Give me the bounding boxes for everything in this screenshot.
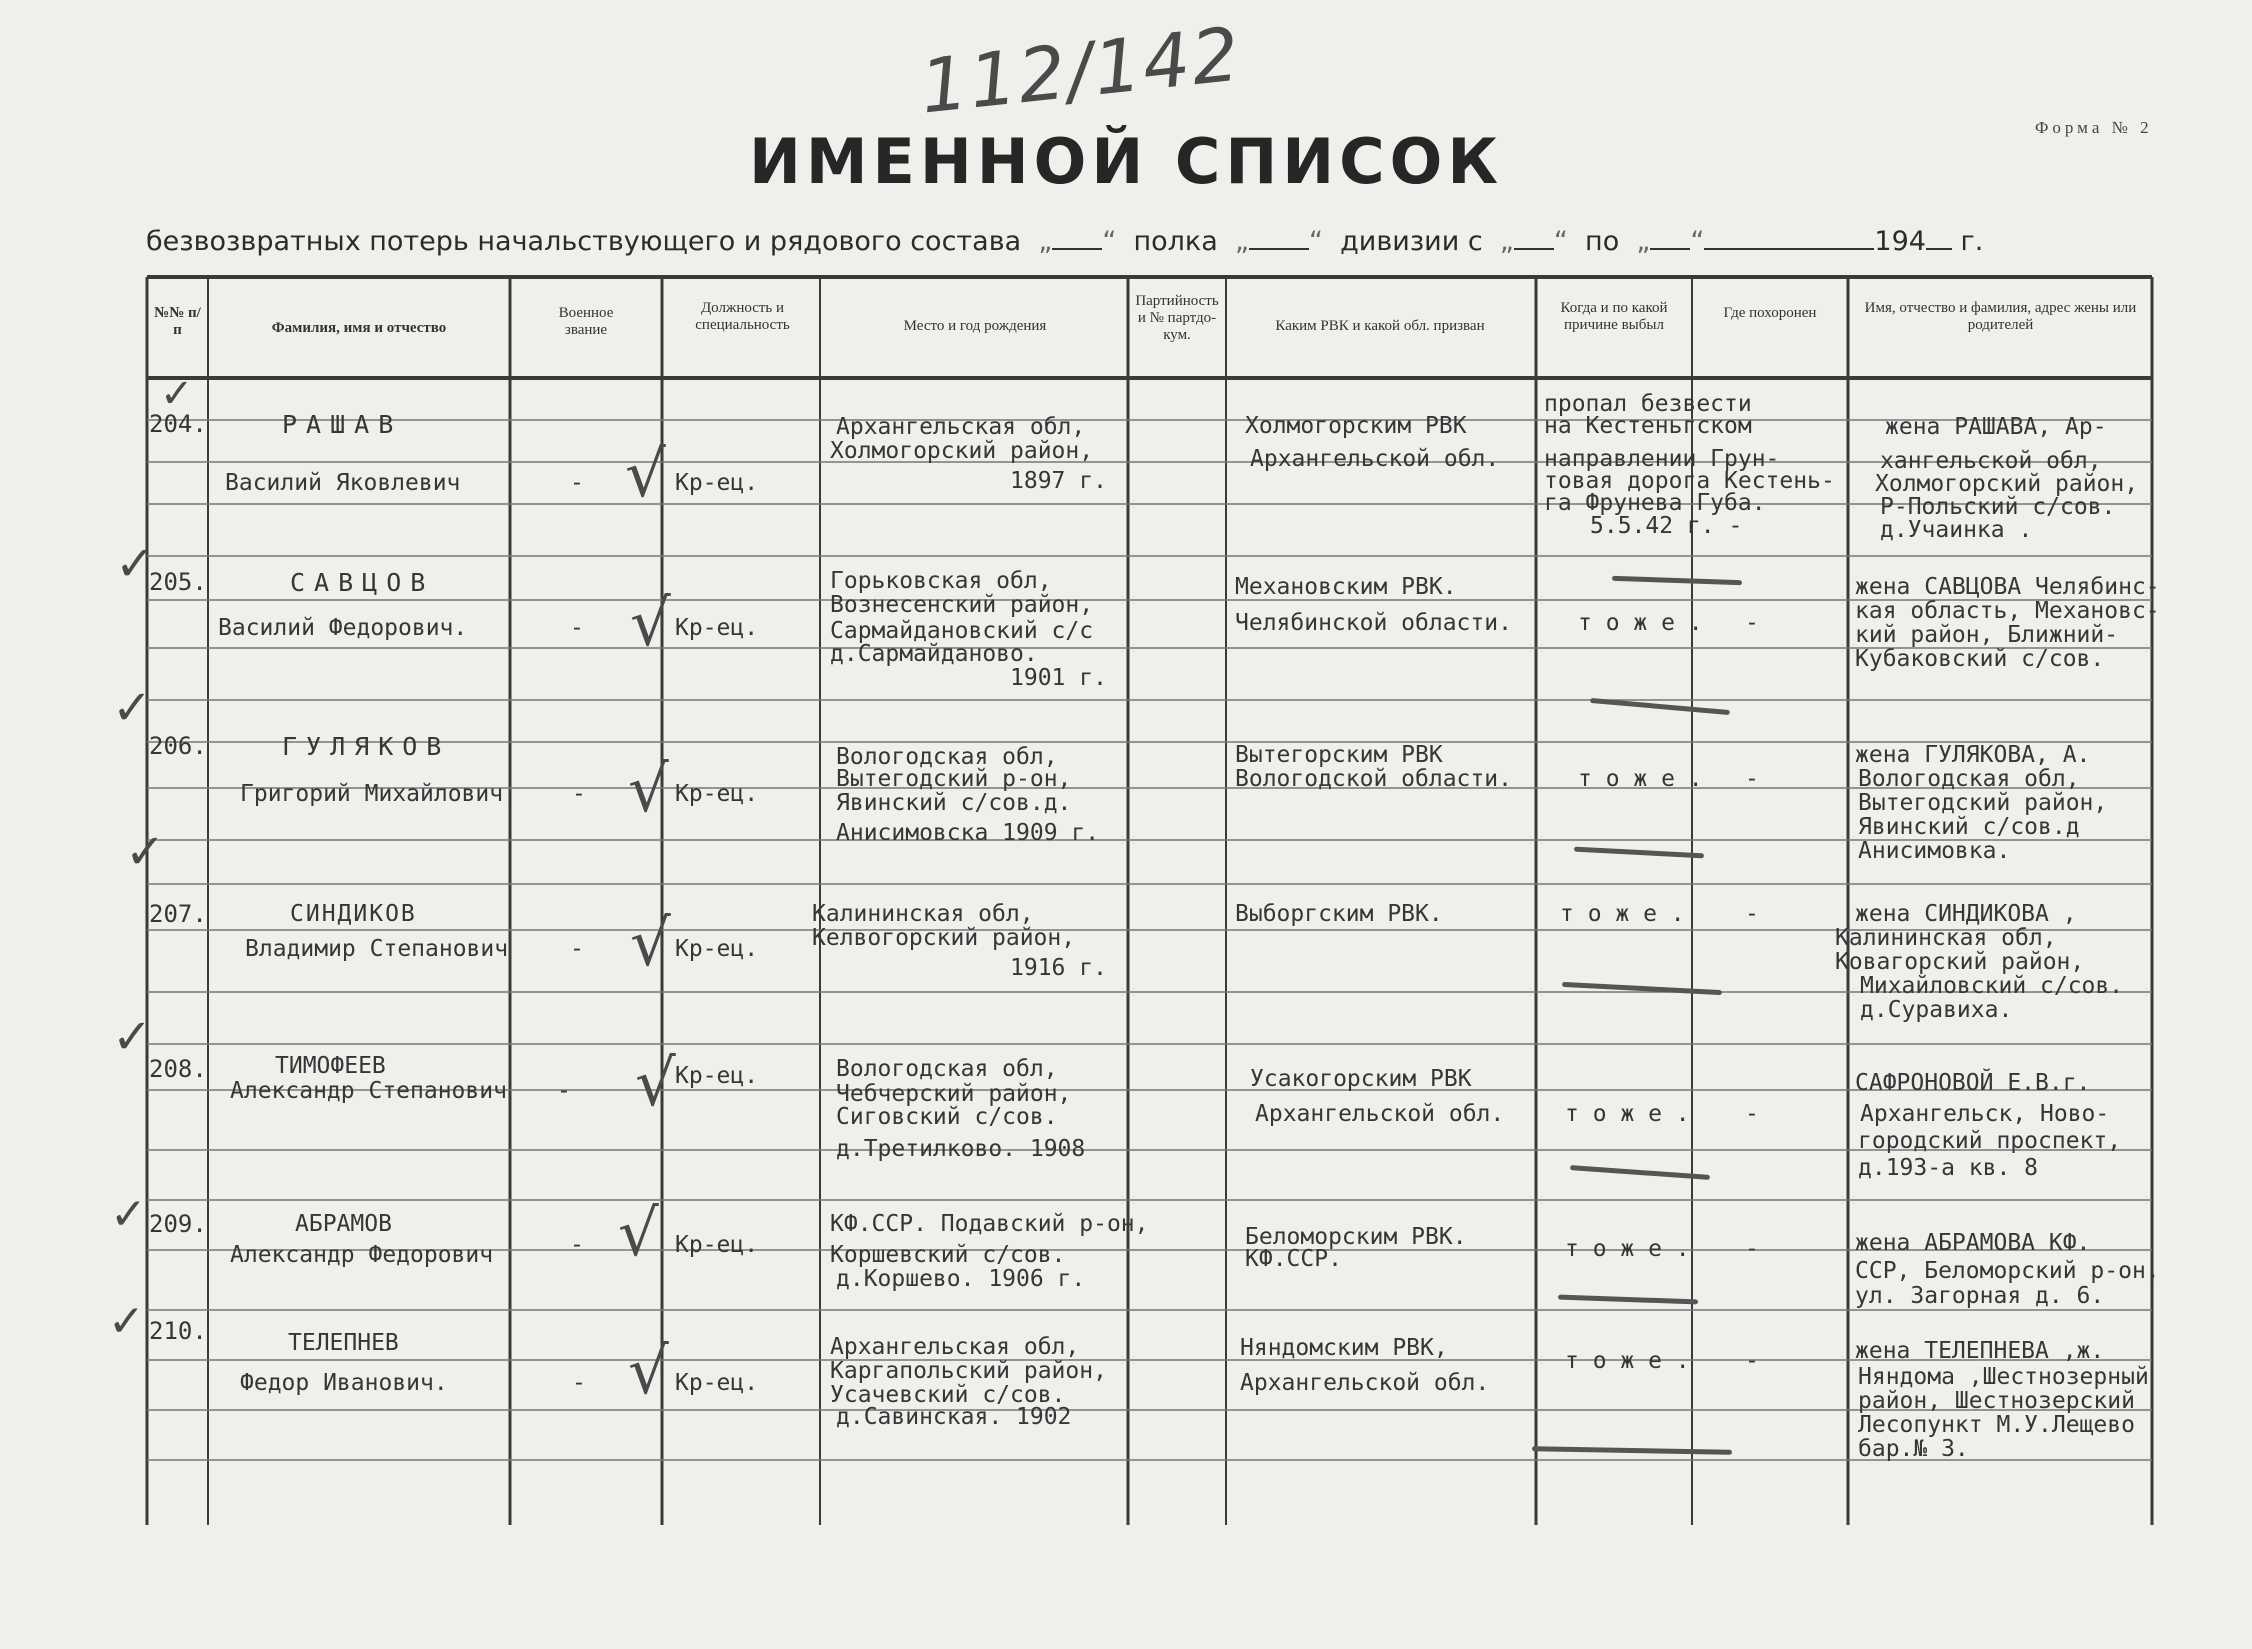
birth-line-4: д.Сармайданово. (830, 641, 1038, 667)
handwritten-file-number: 112/142 (916, 11, 1246, 131)
subtitle-text-d: по (1585, 226, 1620, 257)
birth-line-2: Келвогорский район, (812, 925, 1076, 951)
rank: - (572, 781, 586, 807)
subtitle-text-c: дивизии с (1340, 226, 1483, 257)
checkmark-icon: ✓ (112, 1009, 153, 1065)
rvk-line-2: КФ.ССР. (1245, 1246, 1342, 1272)
when-line-1: т о ж е . (1565, 1101, 1690, 1127)
birth-line-1: Архангельская обл, (836, 414, 1086, 440)
relatives-line-4: Р-Польский с/сов. (1880, 494, 2116, 520)
relatives-line-3: городский проспект, (1858, 1128, 2122, 1154)
pen-stroke (1574, 847, 1704, 859)
pen-stroke (1612, 576, 1742, 586)
checkmark-icon: ✓ (115, 536, 156, 592)
surname: ТЕЛЕПНЕВ (288, 1330, 399, 1356)
relatives-line-5: д.Учаинка . (1880, 517, 2033, 543)
birth-line-1: Архангельская обл, (830, 1334, 1080, 1360)
given-names: Василий Яковлевич (225, 470, 461, 496)
row-number: 209. (149, 1210, 207, 1238)
rank: - (570, 615, 584, 641)
relatives-line-4: Кубаковский с/сов. (1855, 646, 2105, 672)
subtitle-text-b: полка (1133, 226, 1218, 257)
position: Кр-ец. (675, 781, 759, 807)
pen-stroke (1590, 698, 1730, 715)
subtitle-text-g: г. (1960, 226, 1984, 257)
relatives-line-4: д.193-а кв. 8 (1858, 1155, 2039, 1181)
when-line-1: т о ж е . (1565, 1348, 1690, 1374)
relatives-line-2: хангельской обл, (1880, 448, 2102, 474)
buried: - (1745, 901, 1759, 927)
document-title: ИМЕННОЙ СПИСОК (748, 125, 1504, 198)
relatives-line-1: САФРОНОВОЙ Е.В.г. (1855, 1070, 2091, 1096)
rank: - (570, 936, 584, 962)
checkmark-icon: √ (635, 1047, 676, 1121)
birth-line-3: 1897 г. (1010, 468, 1107, 494)
given-names: Александр Федорович (230, 1242, 494, 1268)
relatives-line-3: Вытегодский район, (1858, 790, 2108, 816)
checkmark-icon: √ (628, 753, 669, 827)
form-number: Форма № 2 (2035, 118, 2153, 137)
rvk-line-2: Архангельской обл. (1250, 446, 1500, 472)
surname: ТИМОФЕЕВ (275, 1053, 386, 1079)
surname: АБРАМОВ (295, 1211, 392, 1237)
given-names: Григорий Михайлович. (240, 781, 517, 807)
position: Кр-ец. (675, 1232, 759, 1258)
row-number: 208. (149, 1055, 207, 1083)
relatives-line-3: район, Шестнозерский (1858, 1388, 2135, 1414)
birth-line-1: КФ.ССР. Подавский р-он, (830, 1211, 1149, 1237)
pen-stroke (1532, 1446, 1732, 1454)
rank: - (570, 470, 584, 496)
given-names: Федор Иванович. (240, 1370, 448, 1396)
birth-line-2: Вознесенский район, (830, 592, 1094, 618)
relatives-line-4: Лесопункт М.У.Лещево (1858, 1412, 2135, 1438)
birth-line-2: Вытегодский р-он, (836, 766, 1072, 792)
rvk-line-1: Вытегорским РВК (1235, 742, 1443, 768)
header-party: Партийность и № партдо- кум. (1135, 293, 1219, 343)
when-line-5: га Фрунева Губа. (1544, 490, 1766, 516)
when-line-1: т о ж е . (1578, 766, 1703, 792)
birth-line-4: д.Третилково. 1908 (836, 1136, 1086, 1162)
row-number: 206. (149, 732, 207, 760)
birth-line-3: Сармайдановский с/с (830, 618, 1094, 644)
row-number: 210. (149, 1317, 207, 1345)
when-line-3: направлении Грун- (1544, 446, 1780, 472)
relatives-line-2: Архангельск, Ново- (1860, 1101, 2110, 1127)
header-name: Фамилия, имя и отчество (271, 320, 447, 336)
checkmark-icon: √ (630, 587, 671, 661)
header-position: Должность и специальность (695, 300, 790, 333)
birth-line-3: Сиговский с/сов. (836, 1104, 1058, 1130)
relatives-line-5: бар.№ 3. (1858, 1436, 1969, 1462)
relatives-line-1: жена ГУЛЯКОВА, А. (1855, 742, 2091, 768)
birth-line-1: Вологодская обл, (836, 1056, 1058, 1082)
relatives-line-1: жена АБРАМОВА КФ. (1855, 1230, 2091, 1256)
birth-line-5: 1901 г. (1010, 665, 1107, 691)
relatives-line-2: кая область, Механовс- (1855, 598, 2160, 624)
birth-line-3: д.Коршево. 1906 г. (836, 1266, 1086, 1292)
checkmark-icon: ✓ (108, 1296, 145, 1347)
given-names: Василий Федорович. (218, 615, 468, 641)
birth-line-2: Холмогорский район, (830, 438, 1094, 464)
checkmark-icon: ✓ (112, 680, 153, 736)
checkmark-icon: √ (618, 1197, 659, 1271)
buried: - (1745, 1236, 1759, 1262)
surname: РАШАВ (282, 410, 403, 439)
rvk-line-1: Беломорским РВК. (1245, 1224, 1467, 1250)
birth-line-2: Коршевский с/сов. (830, 1242, 1066, 1268)
relatives-line-4: Явинский с/сов.д (1858, 814, 2080, 840)
position: Кр-ец. (675, 1370, 759, 1396)
birth-line-2: Чебчерский район, (836, 1081, 1072, 1107)
document-subtitle: безвозвратных потерь начальствующего и рядового состава „ “ полка „ “ дивизии с „ “ по „ “ 194 г. (146, 226, 1984, 257)
relatives-line-2: ССР, Беломорский р-он, (1855, 1258, 2160, 1284)
position: Кр-ец. (675, 470, 759, 496)
checkmark-icon: √ (625, 438, 666, 512)
buried: - (1745, 610, 1759, 636)
relatives-line-2: Калининская обл, (1835, 925, 2057, 951)
rank: - (572, 1370, 586, 1396)
relatives-line-3: Холмогорский район, (1875, 471, 2139, 497)
rvk-line-1: Няндомским РВК, (1240, 1335, 1448, 1361)
rank: - (557, 1078, 571, 1104)
birth-line-3: Усачевский с/сов. (830, 1382, 1066, 1408)
relatives-line-1: жена ТЕЛЕПНЕВА ,ж. (1855, 1338, 2105, 1364)
subtitle-text-a: безвозвратных потерь начальствующего и рядового состава (146, 226, 1022, 257)
row-number: 205. (149, 568, 207, 596)
relatives-line-1: жена РАШАВА, Ар- (1885, 414, 2107, 440)
checkmark-icon: √ (628, 1335, 669, 1409)
header-when: Когда и по какой причине выбыл (1560, 300, 1668, 333)
rvk-line-2: Вологодской области. (1235, 766, 1512, 792)
surname: ГУЛЯКОВ (282, 732, 451, 761)
surname: САВЦОВ (290, 568, 435, 597)
rvk-line-1: Холмогорским РВК (1245, 413, 1467, 439)
when-line-2: на Кестеньгском (1544, 413, 1752, 439)
relatives-line-3: Ковагорский район, (1835, 949, 2085, 975)
relatives-line-5: Анисимовка. (1858, 838, 2011, 864)
relatives-line-1: жена САВЦОВА Челябинс- (1855, 574, 2160, 600)
row-number: 204. (149, 410, 207, 438)
relatives-line-2: Вологодская обл, (1858, 766, 2080, 792)
checkmark-icon: ✓ (125, 824, 166, 880)
checkmark-icon: √ (630, 907, 671, 981)
birth-line-4: д.Савинская. 1902 (836, 1404, 1072, 1430)
birth-line-4: Анисимовска 1909 г. (836, 820, 1100, 846)
pen-stroke (1562, 982, 1722, 995)
birth-line-1: Калининская обл, (812, 901, 1034, 927)
rvk-line-1: Выборгским РВК. (1235, 901, 1443, 927)
when-line-1: т о ж е . (1578, 610, 1703, 636)
pen-stroke (1570, 1165, 1710, 1180)
rvk-line-2: Архангельской обл. (1255, 1101, 1505, 1127)
when-line-6: 5.5.42 г. - (1590, 513, 1743, 539)
header-relatives: Имя, отчество и фамилия, адрес жены или родителей (1864, 300, 2137, 333)
header-num: №№ п/п (154, 305, 201, 338)
subtitle-year: 194 (1874, 226, 1926, 257)
birth-line-3: 1916 г. (1010, 955, 1107, 981)
relatives-line-2: Няндома ,Шестнозерный (1858, 1364, 2149, 1390)
position: Кр-ец. (675, 936, 759, 962)
rvk-line-2: Архангельской обл. (1240, 1370, 1490, 1396)
position: Кр-ец. (675, 1063, 759, 1089)
rvk-line-1: Усакогорским РВК (1250, 1066, 1472, 1092)
buried: - (1745, 1101, 1759, 1127)
pen-stroke (1558, 1295, 1698, 1305)
given-names: Александр Степанович (230, 1078, 507, 1104)
rvk-line-1: Механовским РВК. (1235, 574, 1457, 600)
given-names: Владимир Степанович (245, 936, 509, 962)
buried: - (1745, 766, 1759, 792)
row-number: 207. (149, 900, 207, 928)
header-buried: Где похоронен (1723, 305, 1817, 321)
when-line-4: товая дорога Кестень- (1544, 468, 1835, 494)
relatives-line-3: кий район, Ближний- (1855, 622, 2119, 648)
when-line-1: т о ж е . (1560, 901, 1685, 927)
relatives-line-5: д.Суравиха. (1860, 997, 2013, 1023)
birth-line-3: Явинский с/сов.д. (836, 790, 1072, 816)
surname: СИНДИКОВ (290, 901, 417, 927)
header-birth: Место и год рождения (903, 318, 1047, 334)
when-line-1: пропал безвести (1544, 391, 1752, 417)
header-rvk: Каким РВК и какой обл. призван (1275, 318, 1485, 334)
header-rank: Военное звание (558, 305, 614, 338)
birth-line-2: Каргапольский район, (830, 1358, 1107, 1384)
buried: - (1745, 1348, 1759, 1374)
when-line-1: т о ж е . (1565, 1236, 1690, 1262)
rvk-line-2: Челябинской области. (1235, 610, 1512, 636)
position: Кр-ец. (675, 615, 759, 641)
rank: - (570, 1232, 584, 1258)
checkmark-icon: ✓ (160, 371, 194, 417)
relatives-line-4: Михайловский с/сов. (1860, 973, 2124, 999)
relatives-line-3: ул. Загорная д. 6. (1855, 1283, 2105, 1309)
birth-line-1: Вологодская обл, (836, 744, 1058, 770)
relatives-line-1: жена СИНДИКОВА , (1855, 901, 2077, 927)
checkmark-icon: ✓ (110, 1189, 147, 1240)
birth-line-1: Горьковская обл, (830, 568, 1052, 594)
